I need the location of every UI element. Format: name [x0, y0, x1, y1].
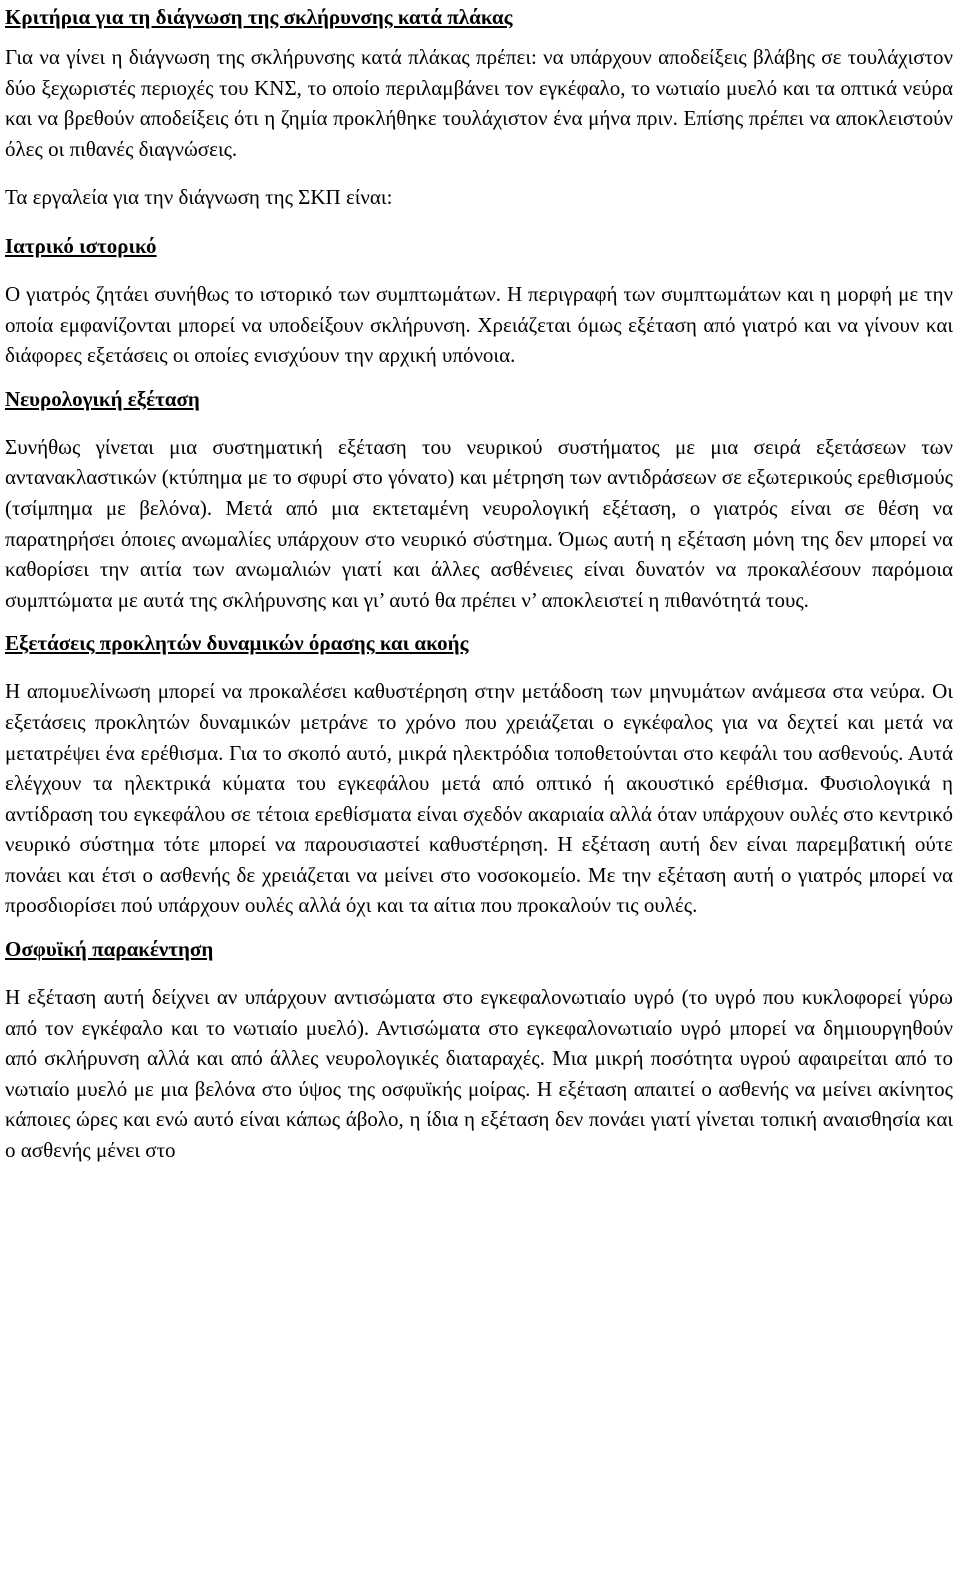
section-body: Η απομυελίνωση μπορεί να προκαλέσει καθυστέρηση στην μετάδοση των μηνυμάτων ανάμεσα στα νεύρα. Οι εξετάσεις προκλητών δυναμικών μετράνε το χρόνο που χρειάζεται ο εγκέφαλος για να δεχτεί και μετά να μετατρέψει ένα ερέθισμα. Για το σκοπό αυτό, μικρά ηλεκτρόδια τοποθετούνται στο κεφάλι του ασθενούς. Αυτά ελέγχουν τα ηλεκτρικά κύματα του εγκεφάλου μετά από οπτικό ή ακουστικό ερέθισμα. Φυσιολογικά η αντίδραση του εγκεφάλου σε τέτοια ερεθίσματα είναι σχεδόν ακαριαία αλλά όταν υπάρχουν ουλές στο κεντρικό νευρικό σύστημα τότε μπορεί να παρουσιαστεί καθυστέρηση. Η εξέταση αυτή δεν είναι παρεμβατική ούτε πονάει και έτσι ο ασθενής δε χρειάζεται να μείνει στο νοσοκομείο. Με την εξέταση αυτή ο γιατρός μπορεί να προσδιορίσει πού υπάρχουν ουλές αλλά όχι και τα αίτια που προκαλούν τις ουλές.	[5, 679, 953, 918]
section-neurological-exam	[5, 384, 953, 616]
section-body: Συνήθως γίνεται μια συστηματική εξέταση του νευρικού συστήματος με μια σειρά εξετάσεων των αντανακλαστικών (κτύπημα με το σφυρί στο γόνατο) και μέτρηση των αντιδράσεων σε εξωτερικούς ερεθισμούς (τσίμπημα με βελόνα). Μετά από μια εκτεταμένη νευρολογική εξέταση, ο γιατρός είναι σε θέση να παρατηρήσει όποιες ανωμαλίες υπάρχουν στο νευρικό σύστημα. Όμως αυτή η εξέταση μόνη της δεν μπορεί να καθορίσει την αιτία των ανωμαλιών γιατί και άλλες ασθένειες είναι δυνατόν να προκαλέσουν παρόμοια συμπτώματα με αυτά της σκλήρυνσης και γι’ αυτό θα πρέπει ν’ αποκλειστεί η πιθανότητά τους.	[5, 434, 953, 612]
section-heading: Οσφυϊκή παρακέντηση	[5, 937, 214, 962]
section-heading: Εξετάσεις προκλητών δυναμικών όρασης και ακοής	[5, 631, 469, 656]
document-title: Κριτήρια για τη διάγνωση της σκλήρυνσης κατά πλάκας	[5, 5, 513, 29]
tools-intro: Τα εργαλεία για την διάγνωση της ΣΚΠ είναι:	[5, 185, 393, 210]
document-page	[5, 0, 953, 1166]
section-evoked-potentials	[5, 628, 953, 921]
section-heading: Ιατρικό ιστορικό	[5, 233, 157, 258]
intro-paragraph: Για να γίνει η διάγνωση της σκλήρυνσης κατά πλάκας πρέπει: να υπάρχουν αποδείξεις βλάβης σε τουλάχιστον δύο ξεχωριστές περιοχές του ΚΝΣ, το οποίο περιλαμβάνει τον εγκέφαλο, το νωτιαίο μυελό και τα οπτικά νεύρα και να βρεθούν αποδείξεις ότι η ζημία προκλήθηκε τουλάχιστον ένα μήνα πριν. Επίσης πρέπει να αποκλειστούν όλες οι πιθανές διαγνώσεις.	[5, 45, 953, 161]
section-medical-history	[5, 231, 953, 371]
section-body: Η εξέταση αυτή δείχνει αν υπάρχουν αντισώματα στο εγκεφαλονωτιαίο υγρό (το υγρό που κυκλοφορεί γύρω από τον εγκέφαλο και το νωτιαίο μυελό). Αντισώματα στο εγκεφαλονωτιαίο υγρό μπορεί να δημιουργηθούν από σκλήρυνση αλλά και από άλλες νευρολογικές διαταραχές. Μια μικρή ποσότητα υγρού αφαιρείται από το νωτιαίο μυελό με μια βελόνα στο ύψος της οσφυϊκής μοίρας. Η εξέταση απαιτεί ο ασθενής να μείνει ακίνητος κάποιες ώρες και ενώ αυτό είναι κάπως άβολο, η ίδια η εξέταση δεν πονάει γιατί γίνεται τοπική αναισθησία και ο ασθενής μένει στο	[5, 985, 953, 1163]
section-body: Ο γιατρός ζητάει συνήθως το ιστορικό των συμπτωμάτων. Η περιγραφή των συμπτωμάτων και η μορφή με την οποία εμφανίζονται μπορεί να υποδείξουν σκλήρυνση. Χρειάζεται όμως εξέταση από γιατρό και να γίνουν και διάφορες εξετάσεις οι οποίες ενισχύουν την αρχική υπόνοια.	[5, 281, 953, 368]
section-lumbar-puncture	[5, 934, 953, 1166]
section-heading: Νευρολογική εξέταση	[5, 386, 200, 411]
